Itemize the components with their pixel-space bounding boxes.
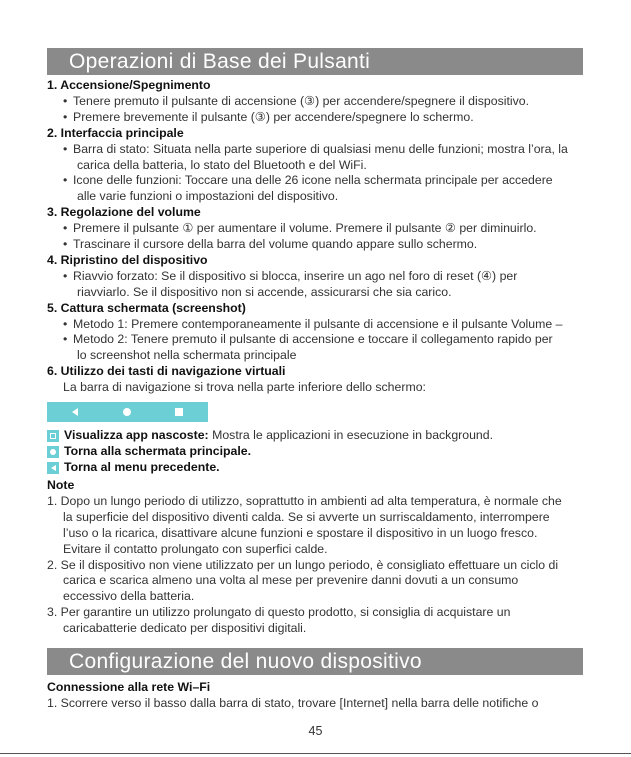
section-heading: 1. Accensione/Spegnimento: [47, 78, 211, 92]
section-heading: 3. Regolazione del volume: [47, 205, 201, 219]
recent-apps-icon: [47, 430, 59, 442]
wifi-step-1: 1. Scorrere verso il basso dalla barra di stato, trovare [Internet] nella barra delle notifiche o: [47, 696, 539, 710]
instruction-line: • Trascinare il cursore della barra del volume quando appare sullo schermo.: [73, 237, 477, 252]
back-icon: [47, 462, 59, 474]
instruction-line: lo screenshot nella schermata principale: [77, 348, 297, 362]
instruction-line: • Barra di stato: Situata nella parte superiore di qualsiasi menu delle funzioni; mostra l’ora, la: [73, 142, 568, 157]
instruction-line: riavviarlo. Se il dispositivo non si accende, assicurarsi che sia carico.: [77, 285, 452, 299]
note-line: 3. Per garantire un utilizzo prolungato di questo prodotto, si consiglia di acquistare un: [47, 605, 511, 619]
instruction-line: alle varie funzioni o impostazioni del dispositivo.: [77, 189, 339, 203]
section-heading: 4. Ripristino del dispositivo: [47, 253, 208, 267]
section-heading: 2. Interfaccia principale: [47, 126, 184, 140]
home-icon: [123, 408, 131, 416]
navigation-bar-illustration: [47, 402, 208, 422]
section-title-device-setup: Configurazione del nuovo dispositivo: [47, 648, 583, 675]
instruction-line: • Tenere premuto il pulsante di accensione (③) per accendere/spegnere il dispositivo.: [73, 94, 529, 109]
footer-divider: [0, 753, 631, 754]
legend-home: [64, 444, 251, 459]
section-title-button-operations: Operazioni di Base dei Pulsanti: [47, 48, 583, 75]
legend-back: [64, 460, 220, 475]
legend-label: Torna alla schermata principale.: [64, 444, 252, 458]
instruction-line: • Premere brevemente il pulsante (③) per accendere/spegnere lo schermo.: [73, 110, 474, 125]
home-icon: [47, 446, 59, 458]
note-line: 1. Dopo un lungo periodo di utilizzo, soprattutto in ambienti ad alta temperatura, è normale che: [47, 494, 562, 508]
note-line: eccessivo della batteria.: [63, 589, 195, 603]
legend-label: Torna al menu precedente.: [64, 460, 220, 474]
legend-desc: Mostra le applicazioni in esecuzione in background.: [208, 428, 494, 442]
section-heading: 6. Utilizzo dei tasti di navigazione virtuali: [47, 364, 286, 378]
instruction-line: carica della batteria, lo stato del Bluetooth e del WiFi.: [77, 158, 367, 172]
instruction-line: • Premere il pulsante ① per aumentare il volume. Premere il pulsante ② per diminuirlo.: [73, 221, 537, 236]
note-line: l’uso o la ricarica, disattivare alcune funzioni e spostare il dispositivo in un luogo fresco.: [63, 526, 538, 540]
back-icon: [72, 408, 78, 416]
section-heading: 5. Cattura schermata (screenshot): [47, 301, 246, 315]
instruction-line: • Metodo 1: Premere contemporaneamente il pulsante di accensione e il pulsante Volume –: [73, 317, 562, 332]
page-number: 45: [308, 724, 323, 738]
note-line: Evitare il contatto prolungato con superfici calde.: [63, 542, 328, 556]
note-line: la superficie del dispositivo diventi calda. Se si avverte un surriscaldamento, interrompere: [63, 510, 550, 524]
instruction-line: • Metodo 2: Tenere premuto il pulsante di accensione e toccare il collegamento rapido per: [73, 332, 553, 347]
note-heading: Note: [47, 478, 75, 492]
wifi-heading: Connessione alla rete Wi–Fi: [47, 680, 211, 694]
note-line: 2. Se il dispositivo non viene utilizzato per un lungo periodo, è consigliato effettuare un ciclo di: [47, 558, 559, 572]
legend-recent-apps: [64, 428, 493, 443]
instruction-line: • Icone delle funzioni: Toccare una delle 26 icone nella schermata principale per accedere: [73, 173, 553, 188]
legend-label: Visualizza app nascoste:: [64, 428, 209, 442]
instruction-line: • Riavvio forzato: Se il dispositivo si blocca, inserire un ago nel foro di reset (④) per: [73, 269, 517, 284]
instruction-line: La barra di navigazione si trova nella parte inferiore dello schermo:: [63, 380, 426, 394]
recent-apps-icon: [175, 408, 183, 416]
note-line: caricabatterie dedicato per dispositivi digitali.: [63, 621, 307, 635]
note-line: carica e scarica almeno una volta al mese per prevenire danni dovuti a un consumo: [63, 573, 519, 587]
